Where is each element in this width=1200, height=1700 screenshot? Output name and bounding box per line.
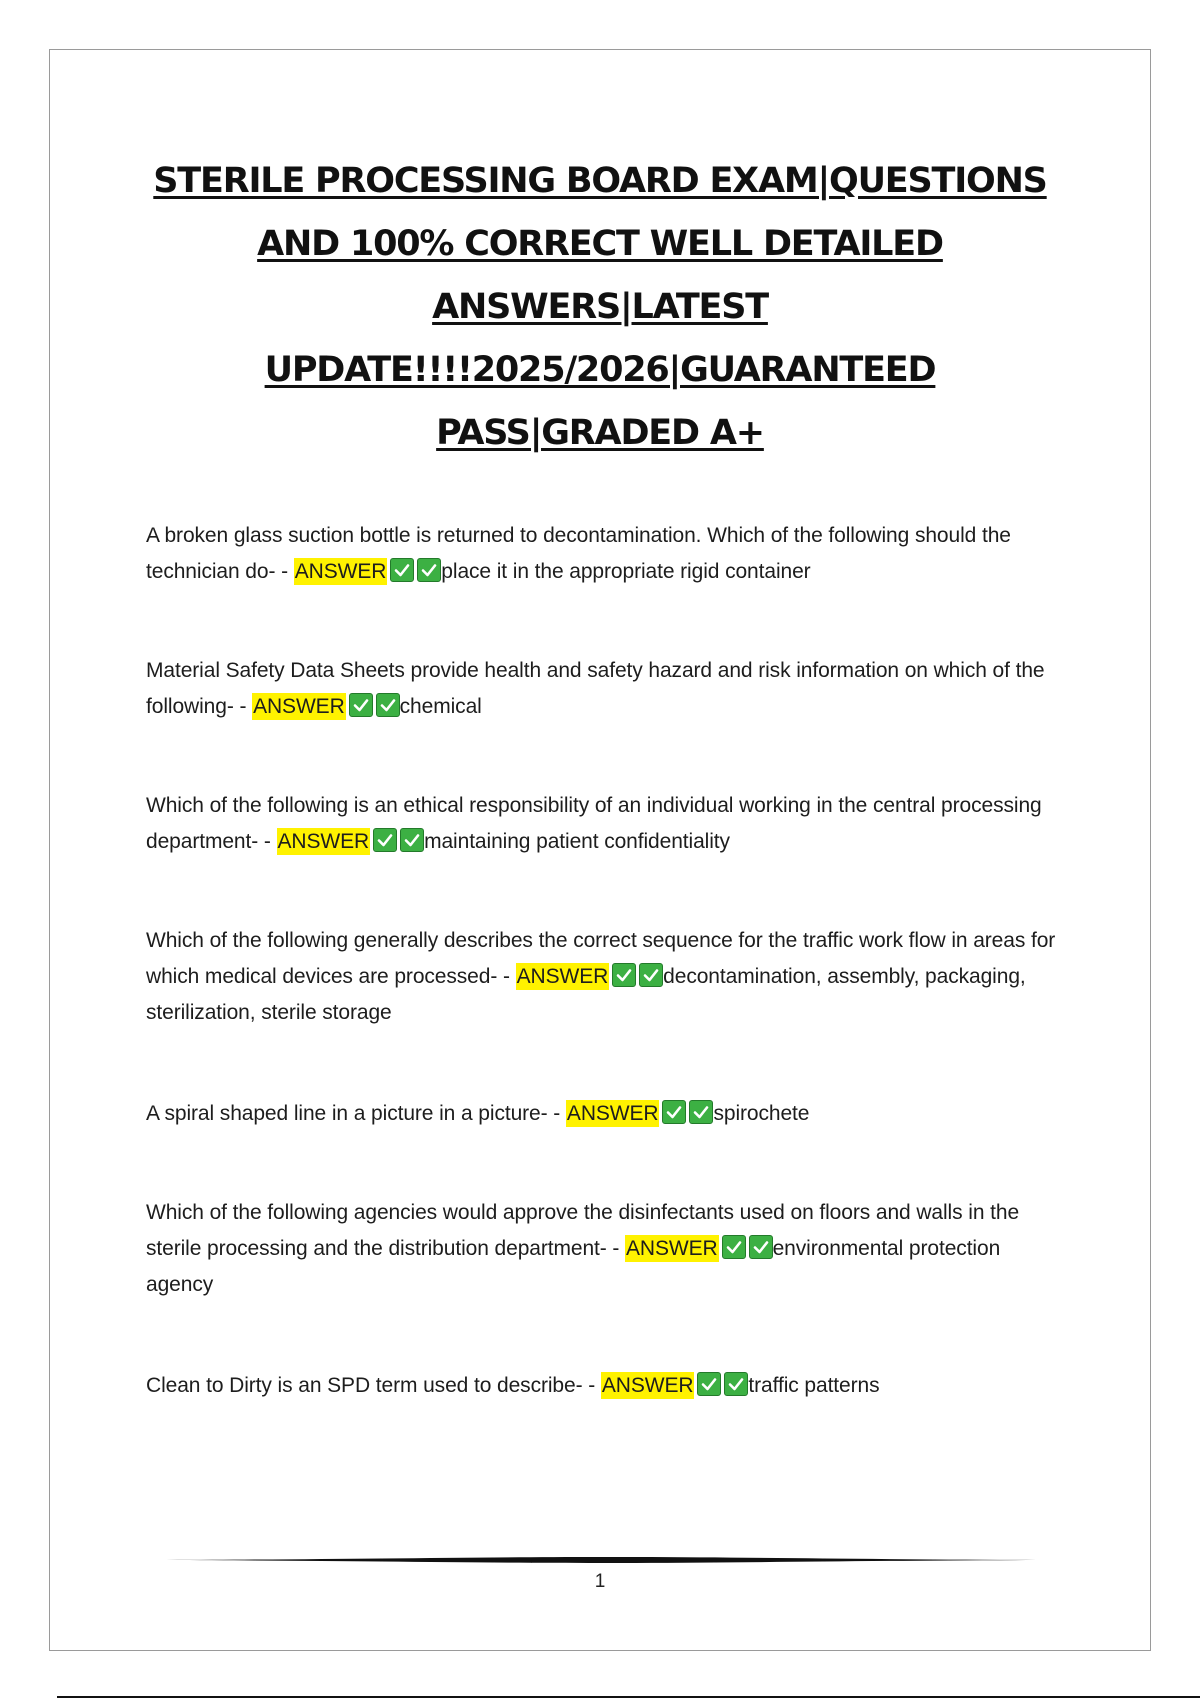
answer-text: decontamination, assembly, packaging, sterilization, sterile storage [146, 965, 1026, 1024]
qa-item [146, 518, 1066, 590]
footer-divider [166, 1556, 1036, 1564]
question-text: Which of the following is an ethical responsibility of an individual working in the central processing department- - [146, 794, 1042, 853]
page-number: 1 [594, 1571, 606, 1592]
answer-text: chemical [399, 695, 482, 718]
check-mark-icon [662, 1100, 686, 1124]
answer-label: ANSWER [626, 1237, 718, 1260]
check-mark-icon [722, 1235, 746, 1259]
check-mark-icon [390, 558, 414, 582]
answer-label: ANSWER [566, 1102, 659, 1125]
answer-label: ANSWER [277, 830, 370, 853]
check-mark-icon [697, 1372, 721, 1396]
check-mark-icon [373, 828, 397, 852]
qa-item [146, 1195, 1066, 1303]
qa-item [146, 788, 1066, 860]
answer-label: ANSWER [253, 695, 345, 718]
qa-list [146, 518, 1066, 1404]
check-mark-icon [417, 558, 441, 582]
check-mark-icon [749, 1235, 773, 1259]
answer-text: place it in the appropriate rigid container [441, 560, 811, 583]
answer-label: ANSWER [601, 1374, 694, 1397]
answer-text: maintaining patient confidentiality [424, 830, 730, 853]
check-mark-icon [724, 1372, 748, 1396]
question-text: A spiral shaped line in a picture in a picture- - [146, 1102, 566, 1125]
answer-text: spirochete [713, 1102, 810, 1125]
answer-label: ANSWER [516, 965, 609, 988]
answer-label: ANSWER [294, 560, 387, 583]
question-text: A broken glass suction bottle is returned to decontamination. Which of the following should the technician do- - [146, 524, 1011, 583]
question-text: Which of the following generally describes the correct sequence for the traffic work flow in areas for which medical devices are processed- - [146, 929, 1056, 988]
question-text: Which of the following agencies would approve the disinfectants used on floors and walls in the sterile processing and the distribution department- - [146, 1201, 1020, 1260]
qa-item [146, 1368, 1066, 1404]
question-text: Clean to Dirty is an SPD term used to describe- - [146, 1374, 601, 1397]
check-mark-icon [612, 963, 636, 987]
answer-text: traffic patterns [748, 1374, 880, 1397]
check-mark-icon [400, 828, 424, 852]
qa-item [146, 923, 1066, 1031]
check-mark-icon [639, 963, 663, 987]
check-mark-icon [349, 693, 373, 717]
question-text: Material Safety Data Sheets provide health and safety hazard and risk information on which of the following- - [146, 659, 1045, 718]
qa-item [146, 1096, 1066, 1132]
document-title: STERILE PROCESSING BOARD EXAM|QUESTIONS AND 100% CORRECT WELL DETAILED ANSWERS|LATEST UPDATE!!!!2025/2026|GUARANTEED PASS|GRADED A+ [153, 161, 1047, 453]
check-mark-icon [689, 1100, 713, 1124]
qa-item [146, 653, 1066, 725]
bottom-edge-line [57, 1696, 1200, 1698]
check-mark-icon [376, 693, 400, 717]
answer-text: environmental protection agency [146, 1237, 1001, 1296]
